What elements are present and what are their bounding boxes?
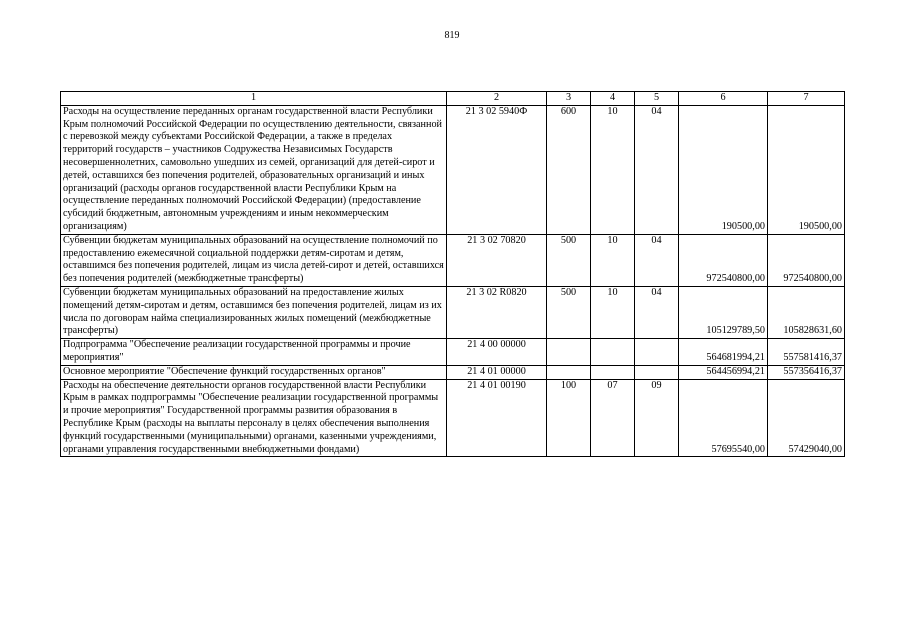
row-code: 21 4 01 00000 — [447, 365, 547, 379]
column-header: 1 — [61, 92, 447, 106]
row-amount-7: 557356416,37 — [768, 365, 845, 379]
row-col5: 04 — [635, 105, 679, 234]
row-code: 21 3 02 R0820 — [447, 286, 547, 338]
row-col4 — [591, 365, 635, 379]
row-code: 21 4 01 00190 — [447, 379, 547, 457]
table-row — [61, 105, 845, 234]
column-header: 7 — [768, 92, 845, 106]
row-code: 21 4 00 00000 — [447, 339, 547, 366]
row-amount-6: 57695540,00 — [679, 379, 768, 457]
row-amount-7: 105828631,60 — [768, 286, 845, 338]
row-amount-6: 190500,00 — [679, 105, 768, 234]
row-amount-7: 57429040,00 — [768, 379, 845, 457]
row-amount-6: 105129789,50 — [679, 286, 768, 338]
column-header: 6 — [679, 92, 768, 106]
row-col4: 07 — [591, 379, 635, 457]
row-col5: 04 — [635, 286, 679, 338]
row-code: 21 3 02 5940Ф — [447, 105, 547, 234]
column-header: 2 — [447, 92, 547, 106]
budget-table — [60, 91, 845, 457]
row-description: Субвенции бюджетам муниципальных образований на осуществление полномочий по предоставлению ежемесячной социальной поддержки детям-сиротам и детям, оставшимся без попечения родителей, лицам из числа детей-сирот и детей, оставшихся без попечения родителей (межбюджетные трансферты) — [61, 234, 447, 286]
table-row — [61, 379, 845, 457]
table-row — [61, 286, 845, 338]
row-col4: 10 — [591, 234, 635, 286]
column-header: 4 — [591, 92, 635, 106]
row-col3 — [547, 339, 591, 366]
row-col4: 10 — [591, 286, 635, 338]
column-header: 5 — [635, 92, 679, 106]
row-col3: 100 — [547, 379, 591, 457]
row-col3: 500 — [547, 234, 591, 286]
row-col5: 04 — [635, 234, 679, 286]
row-col5 — [635, 339, 679, 366]
row-amount-6: 972540800,00 — [679, 234, 768, 286]
row-col3: 500 — [547, 286, 591, 338]
row-description: Основное мероприятие "Обеспечение функций государственных органов" — [61, 365, 447, 379]
page-number: 819 — [444, 30, 460, 41]
table-header-row — [61, 92, 845, 106]
row-amount-7: 972540800,00 — [768, 234, 845, 286]
column-header: 3 — [547, 92, 591, 106]
row-col5: 09 — [635, 379, 679, 457]
row-col4 — [591, 339, 635, 366]
row-description: Расходы на осуществление переданных органам государственной власти Республики Крым полномочий Российской Федерации по осуществлению деятельности, связанной с перевозкой между субъектами Российской Федерации, а также в пределах территорий государств – участников Содружества Независимых Государств несовершеннолетних, самовольно ушедших из семей, организаций для детей-сирот и детей, оставшихся без попечения родителей, образовательных организаций и иных организаций (расходы органов государственной власти Республики Крым на осуществление переданных полномочий Российской Федерации) (предоставление субсидий бюджетным, автономным учреждениям и иным некоммерческим организациям) — [61, 105, 447, 234]
row-col4: 10 — [591, 105, 635, 234]
row-amount-7: 190500,00 — [768, 105, 845, 234]
row-col5 — [635, 365, 679, 379]
row-amount-6: 564456994,21 — [679, 365, 768, 379]
row-description: Субвенции бюджетам муниципальных образований на предоставление жилых помещений детям-сиротам и детям, оставшимся без попечения родителей, лицам из их числа по договорам найма специализированных жилых помещений (межбюджетные трансферты) — [61, 286, 447, 338]
row-code: 21 3 02 70820 — [447, 234, 547, 286]
table-row — [61, 234, 845, 286]
row-col3: 600 — [547, 105, 591, 234]
row-amount-6: 564681994,21 — [679, 339, 768, 366]
row-amount-7: 557581416,37 — [768, 339, 845, 366]
table-row — [61, 365, 845, 379]
row-col3 — [547, 365, 591, 379]
row-description: Подпрограмма "Обеспечение реализации государственной программы и прочие мероприятия" — [61, 339, 447, 366]
table-row — [61, 339, 845, 366]
row-description: Расходы на обеспечение деятельности органов государственной власти Республики Крым в рамках подпрограммы "Обеспечение реализации государственной программы и прочие мероприятия" Государственной программы развития образования в Республике Крым (расходы на выплаты персоналу в целях обеспечения выполнения функций государственными (муниципальными) органами, казенными учреждениями, органами управления государственными внебюджетными фондами) — [61, 379, 447, 457]
